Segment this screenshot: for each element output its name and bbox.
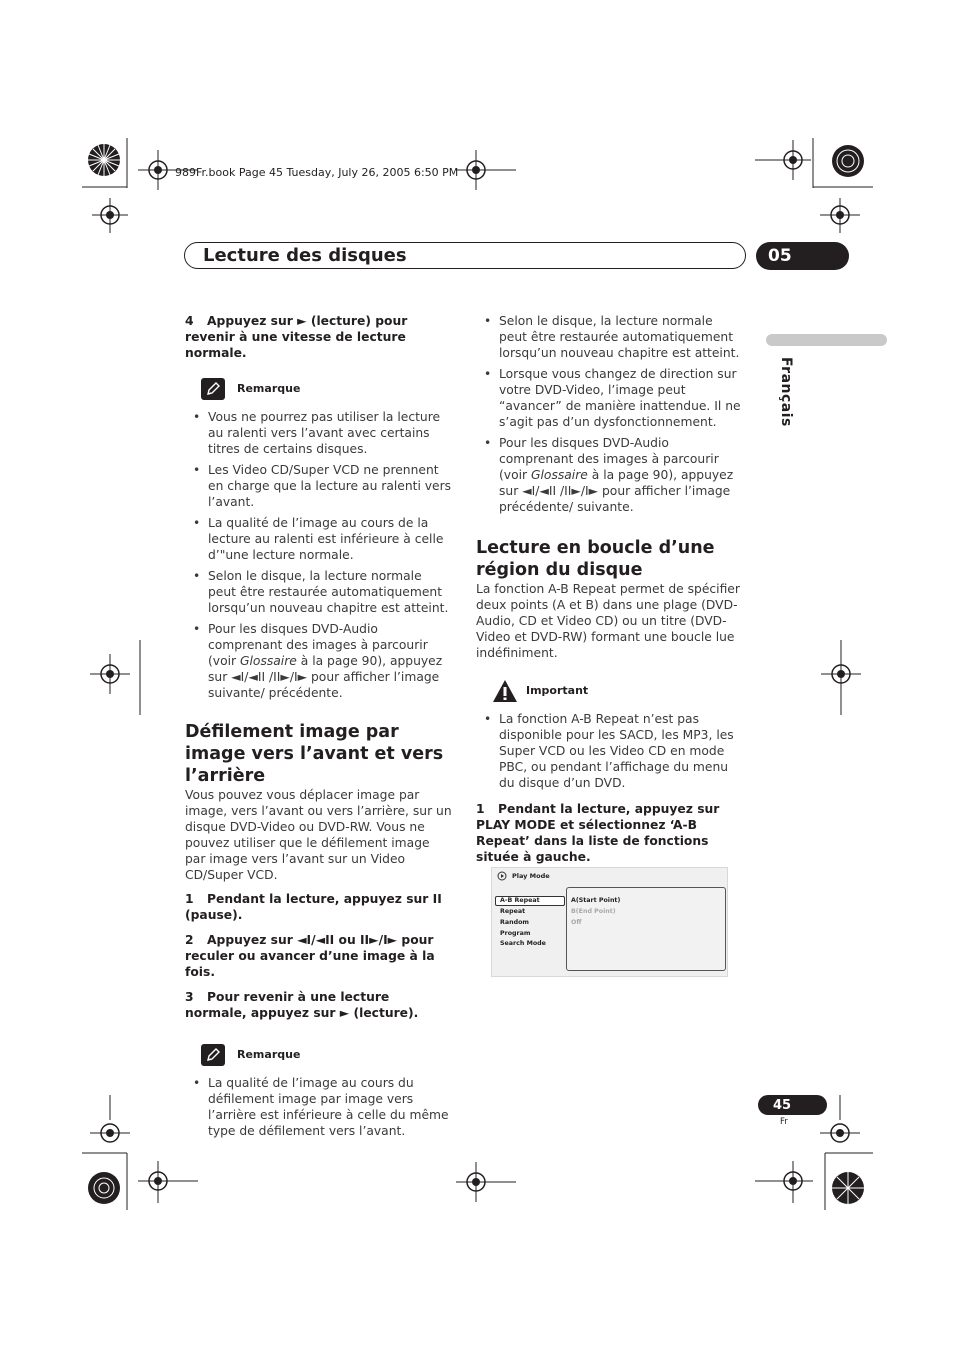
page-number-badge [758, 1095, 827, 1115]
note-header [201, 1043, 453, 1067]
note-list [185, 1075, 453, 1139]
step-3 [185, 989, 453, 1021]
glossary-ref: Glossaire [239, 654, 297, 668]
page-number: 45 [773, 1098, 792, 1113]
chapter-title: Lecture des disques [203, 245, 407, 266]
step-text: Appuyez sur ► (lecture) pour revenir à une vitesse de lecture normale. [185, 314, 408, 360]
note-header [201, 377, 453, 401]
list-item: • Selon le disque, la lecture normale peut être restaurée automatiquement lorsqu’un nouveau chapitre est atteint. [185, 568, 453, 616]
registration-mark-top-right-icon [755, 138, 875, 238]
step-number: 1 [476, 802, 485, 816]
list-item-text: Pour les disques DVD-Audio comprenant des images à parcourir (voir [499, 436, 719, 482]
list-item: • La qualité de l’image au cours du défilement image par image vers l’arrière est inférieure à celle du même type de défilement vers l’avant. [185, 1075, 453, 1139]
list-item: • Selon le disque, la lecture normale peut être restaurée automatiquement lorsqu’un nouveau chapitre est atteint. [476, 313, 744, 361]
list-item [185, 621, 453, 701]
list-item-text: à la page 90), appuyez sur ◄I/◄II /II►/I► pour afficher l’image suivante/ précédente. [208, 654, 443, 700]
list-item: • La qualité de l’image au cours de la lecture au ralenti est inférieure à celle d’"une lecture normale. [185, 515, 453, 563]
chapter-number: 05 [768, 246, 792, 266]
glossary-ref: Glossaire [530, 468, 588, 482]
step-4 [185, 313, 453, 361]
menu-item-ab-repeat[interactable]: A-B Repeat [500, 897, 540, 904]
crosshair-top-center-icon [456, 150, 516, 190]
option-end-point[interactable]: B(End Point) [571, 908, 616, 915]
pencil-note-icon [201, 378, 225, 400]
note-title: Remarque [237, 382, 301, 395]
section-body: La fonction A-B Repeat permet de spécifier deux points (A et B) dans une plage (DVD-Audio, CD et Video CD) ou un titre (DVD-Video et DVD-RW) formant une boucle lue indéfiniment. [476, 582, 740, 660]
option-off[interactable]: Off [571, 919, 582, 926]
list-item [476, 435, 744, 515]
step-1 [476, 801, 744, 865]
play-mode-icon [497, 871, 510, 882]
crosshair-right-middle-icon [812, 640, 872, 715]
crosshair-top-left-icon [138, 150, 198, 190]
note-list [185, 409, 453, 701]
screen-title: Play Mode [512, 872, 550, 880]
list-item-text: à la page 90), appuyez sur ◄I/◄II /II►/I► pour afficher l’image précédente/ suivante. [499, 468, 734, 514]
important-header [492, 679, 744, 703]
list-item-text: Pour les disques DVD-Audio comprenant des images à parcourir (voir [208, 622, 428, 668]
menu-item-program[interactable]: Program [500, 930, 531, 937]
list-item: • La fonction A-B Repeat n’est pas disponible pour les SACD, les MP3, les Super VCD ou les Video CD en mode PBC, ou pendant l’affichage du menu du disque d’un DVD. [476, 711, 744, 791]
step-text: Appuyez sur ◄I/◄II ou II►/I► pour reculer ou avancer d’une image à la fois. [185, 933, 435, 979]
crosshair-left-middle-icon [82, 640, 142, 715]
pencil-note-icon [201, 1044, 225, 1066]
language-label: Français [778, 357, 794, 427]
step-text: Pour revenir à une lecture normale, appuyez sur ► (lecture). [185, 990, 419, 1020]
menu-item-random[interactable]: Random [500, 919, 529, 926]
menu-item-search-mode[interactable]: Search Mode [500, 940, 546, 947]
option-start-point[interactable]: A(Start Point) [571, 897, 621, 904]
step-number: 4 [185, 314, 194, 328]
print-info: 989Fr.book Page 45 Tuesday, July 26, 2005 6:50 PM [175, 166, 459, 179]
step-1 [185, 891, 453, 923]
right-column [476, 313, 744, 874]
page-language-code: Fr [780, 1117, 788, 1127]
section-heading: Lecture en boucle d’une région du disque [476, 538, 715, 580]
language-tab [766, 334, 887, 346]
step-text: Pendant la lecture, appuyez sur II (pause). [185, 892, 442, 922]
warning-icon [492, 679, 518, 703]
crosshair-bottom-center-icon [456, 1162, 516, 1202]
step-number: 2 [185, 933, 194, 947]
bullet-list [476, 313, 744, 515]
important-title: Important [526, 684, 589, 697]
step-number: 1 [185, 892, 194, 906]
list-item: • Vous ne pourrez pas utiliser la lecture au ralenti vers l’avant avec certains titres de certains disques. [185, 409, 453, 457]
important-list [476, 711, 744, 791]
left-column [185, 313, 453, 1144]
menu-item-repeat[interactable]: Repeat [500, 908, 526, 915]
list-item: • Lorsque vous changez de direction sur votre DVD-Video, l’image peut “avancer” de manière inattendue. Il ne s’agit pas d’un dysfonctionnement. [476, 366, 744, 430]
section-body: Vous pouvez vous déplacer image par image, vers l’avant ou vers l’arrière, sur un disque DVD-Video ou DVD-RW. Vous ne pouvez utiliser que le défilement image par image vers l’avant sur un Video CD/Super VCD. [185, 788, 452, 882]
registration-mark-bottom-left-icon [82, 1095, 202, 1210]
step-text: Pendant la lecture, appuyez sur PLAY MODE et sélectionnez ‘A-B Repeat’ dans la liste de fonctions située à gauche. [476, 802, 720, 864]
list-item: • Les Video CD/Super VCD ne prennent en charge que la lecture au ralenti vers l’avant. [185, 462, 453, 510]
step-2 [185, 932, 453, 980]
note-title: Remarque [237, 1048, 301, 1061]
step-number: 3 [185, 990, 194, 1004]
section-heading: Défilement image par image vers l’avant et vers l’arrière [185, 722, 444, 786]
